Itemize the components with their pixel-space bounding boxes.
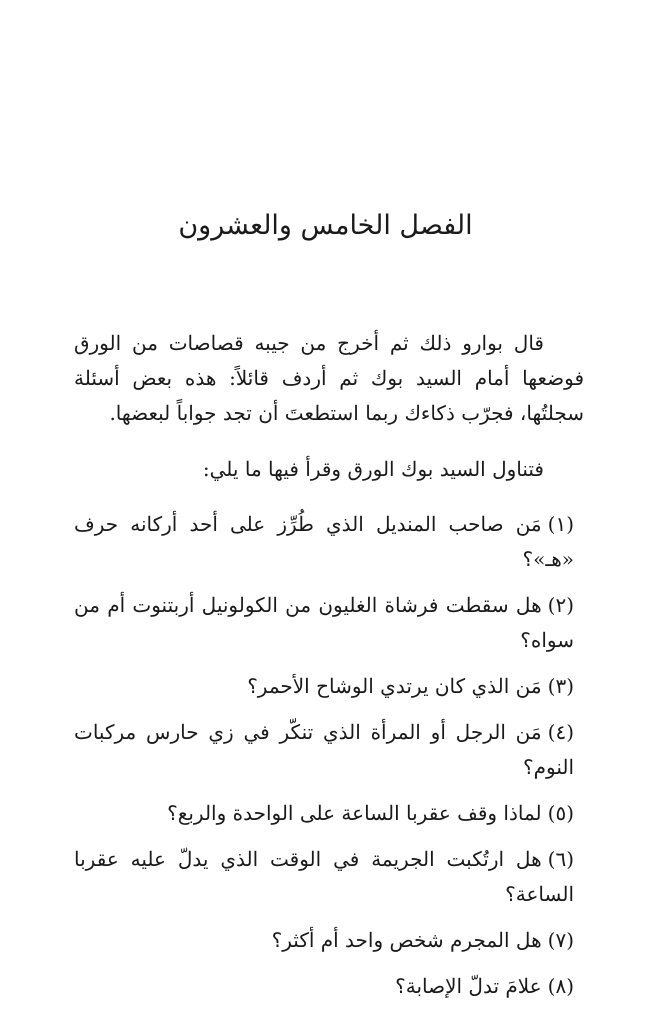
intro-paragraph: قال بوارو ذلك ثم أخرج من جيبه قصاصات من الورق فوضعها أمام السيد بوك ثم أردف قائلاً: هذه بعض أسئلة سجلتُها، فجرّب ذكاءك ربما استطعتَ أن تجد جواباً لبعضها. (74, 331, 584, 425)
question-number: (٤) (547, 720, 574, 744)
question-number: (٦) (547, 847, 574, 871)
question-text: علامَ تدلّ الإصابة؟ (395, 974, 542, 998)
question-item (74, 796, 584, 831)
question-item (74, 923, 584, 958)
questions-list (74, 507, 584, 1015)
chapter-title: الفصل الخامس والعشرون (178, 210, 473, 241)
question-number: (١) (547, 512, 574, 536)
question-text: مَن الرجل أو المرأة الذي تنكّر في زي حارس مركبات النوم؟ (74, 720, 574, 779)
question-item (74, 715, 584, 785)
question-text: هل المجرم شخص واحد أم أكثر؟ (271, 928, 542, 952)
question-item (74, 669, 584, 704)
question-number: (٢) (547, 593, 574, 617)
question-number: (٧) (547, 928, 574, 952)
question-text: هل سقطت فرشاة الغليون من الكولونيل أربتنوت أم من سواه؟ (74, 593, 574, 652)
question-text: مَن صاحب المنديل الذي طُرِّز على أحد أركانه حرف «هـ»؟ (74, 512, 574, 571)
question-item (74, 588, 584, 658)
question-number: (٥) (547, 801, 574, 825)
question-item (74, 842, 584, 912)
lead-paragraph: فتناول السيد بوك الورق وقرأ فيها ما يلي: (202, 457, 544, 481)
question-item (74, 507, 584, 577)
question-item (74, 969, 584, 1004)
question-number: (٣) (547, 674, 574, 698)
question-text: مَن الذي كان يرتدي الوشاح الأحمر؟ (247, 674, 542, 698)
question-text: هل ارتُكبت الجريمة في الوقت الذي يدلّ عليه عقربا الساعة؟ (74, 847, 574, 906)
question-number: (٨) (547, 974, 574, 998)
question-text: لماذا وقف عقربا الساعة على الواحدة والربع؟ (167, 801, 542, 825)
